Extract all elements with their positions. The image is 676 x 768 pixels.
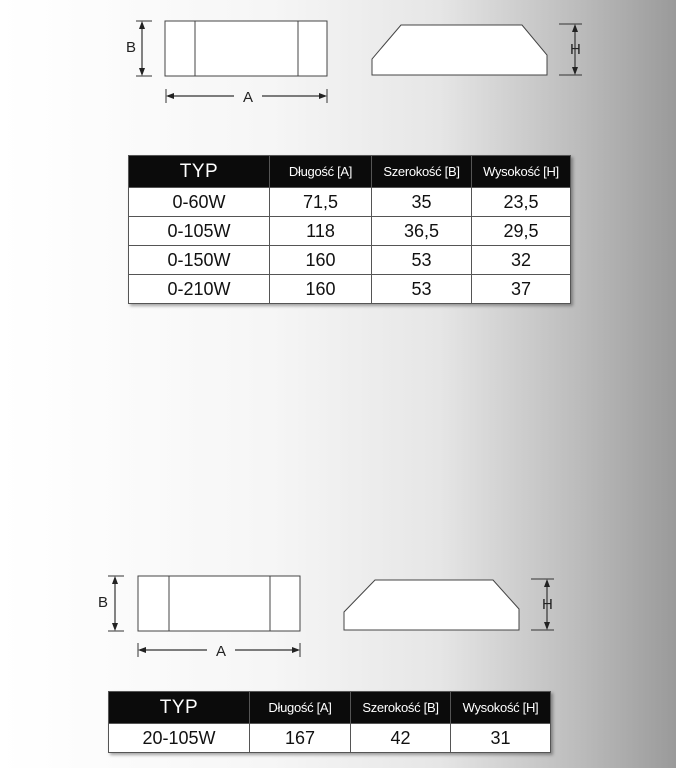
table-row [109,724,551,753]
side-view-outline [344,580,519,630]
cell-typ: 0-210W [129,275,270,304]
dimension-h-label: H [570,41,581,58]
dimension-a [138,643,300,660]
header-width: Szerokość [B] [351,692,451,724]
cell-height: 29,5 [472,217,571,246]
cell-typ: 0-60W [129,188,270,217]
cell-height: 23,5 [472,188,571,217]
bottom-spec-table [108,691,551,753]
cell-width: 36,5 [372,217,472,246]
cell-length: 160 [270,246,372,275]
header-typ: TYP [129,156,270,188]
cell-length: 71,5 [270,188,372,217]
cell-width: 53 [372,275,472,304]
cell-width: 35 [372,188,472,217]
header-height: Wysokość [H] [451,692,551,724]
header-length: Długość [A] [270,156,372,188]
cell-length: 118 [270,217,372,246]
side-view-drawing [344,580,519,630]
cell-height: 31 [451,724,551,753]
cell-height: 32 [472,246,571,275]
header-typ: TYP [109,692,250,724]
cell-length: 160 [270,275,372,304]
dimension-h-label: H [542,596,553,613]
cell-typ: 0-150W [129,246,270,275]
top-view-outline [138,576,300,631]
top-view-drawing [138,576,300,631]
cell-typ: 20-105W [109,724,250,753]
table-header-row [109,692,551,724]
dimension-b [98,576,124,631]
dimension-b-label: B [98,594,109,611]
header-height: Wysokość [H] [472,156,571,188]
dimension-a-label: A [216,643,227,660]
cell-height: 37 [472,275,571,304]
header-length: Długość [A] [250,692,351,724]
cell-width: 53 [372,246,472,275]
cell-typ: 0-105W [129,217,270,246]
dimension-b-label: B [126,39,137,56]
header-width: Szerokość [B] [372,156,472,188]
dimension-a-label: A [243,89,254,106]
dimension-h [531,579,554,630]
cell-length: 167 [250,724,351,753]
cell-width: 42 [351,724,451,753]
